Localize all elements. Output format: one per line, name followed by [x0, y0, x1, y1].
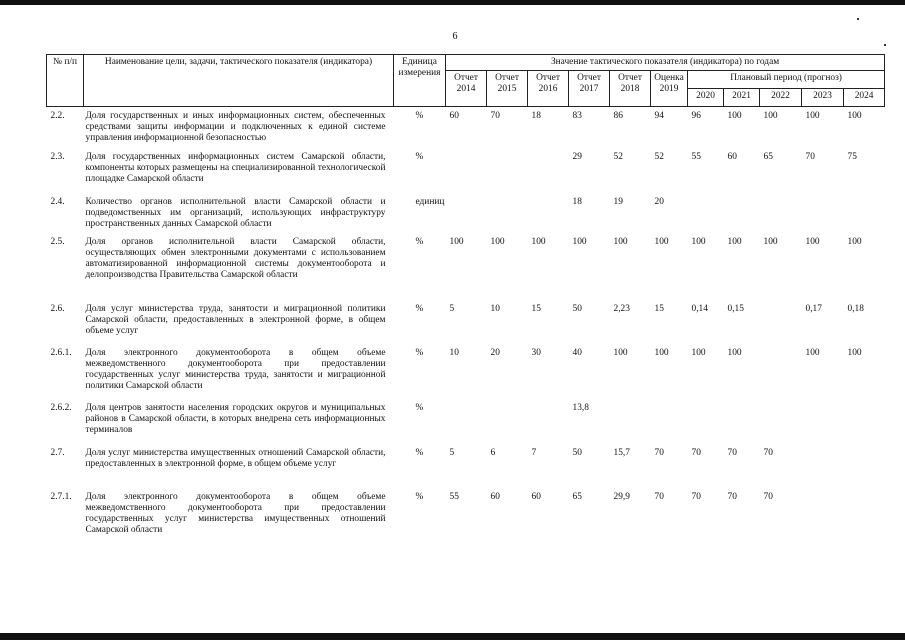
- value-cell: [610, 403, 651, 448]
- header-plan-year: 2022: [760, 89, 802, 107]
- value-cell: 65: [572, 491, 582, 502]
- value-cell: 96: [691, 111, 701, 121]
- value-cell: 100: [847, 111, 862, 121]
- value-cell: 0,18: [847, 303, 864, 314]
- value-cell: 60: [531, 491, 541, 502]
- header-num: № п/п: [47, 55, 84, 107]
- header-values-group: Значение тактического показателя (индикатора) по годам: [446, 55, 885, 71]
- indicator-name: Доля центров занятости населения городских округов и муниципальных районов в Самарской области, в которых внедрена сеть информационных терминалов: [85, 402, 386, 435]
- value-cell: 100: [654, 347, 669, 358]
- value-cell: 5: [449, 447, 455, 458]
- table-row: [47, 107, 885, 152]
- value-cell: [802, 492, 844, 550]
- table-row: [47, 448, 885, 492]
- value-cell: 100: [763, 236, 778, 247]
- table-header: [47, 55, 885, 107]
- value-cell: [844, 197, 885, 237]
- page-number: 6: [452, 31, 458, 42]
- header-name: Наименование цели, задачи, тактического показателя (индикатора): [84, 55, 394, 107]
- header-plan-year: 2024: [844, 89, 885, 107]
- value-cell: [760, 348, 802, 403]
- value-cell: [528, 152, 569, 197]
- value-cell: 15,7: [613, 447, 630, 458]
- value-cell: 19: [613, 196, 623, 207]
- header-planned-group: Плановый период (прогноз): [688, 71, 885, 89]
- value-cell: 70: [654, 447, 664, 458]
- value-cell: 0,14: [691, 303, 708, 314]
- scan-speck: [857, 18, 859, 20]
- unit-cell: %: [415, 236, 424, 247]
- value-cell: 100: [572, 236, 587, 247]
- value-cell: [802, 197, 844, 237]
- value-cell: 15: [531, 303, 541, 314]
- value-cell: 0,15: [727, 303, 744, 314]
- table-row: [47, 492, 885, 550]
- value-cell: 40: [572, 347, 582, 358]
- indicator-name: Доля электронного документооборота в общем объеме межведомственного документооборота при предоставлении государственных услуг министерства имущественных отношений Самарской области: [85, 491, 386, 535]
- value-cell: [802, 448, 844, 492]
- header-year: Отчет 2016: [528, 71, 569, 107]
- value-cell: 100: [805, 236, 820, 247]
- value-cell: 70: [727, 447, 737, 458]
- indicator-name: Доля услуг министерства труда, занятости и миграционной политики Самарской области, предоставленных в электронной форме, в общем объеме услуг: [85, 303, 386, 336]
- value-cell: [760, 304, 802, 348]
- row-number: 2.4.: [50, 196, 65, 207]
- value-cell: 100: [727, 111, 742, 121]
- value-cell: [446, 403, 487, 448]
- value-cell: [760, 403, 802, 448]
- unit-cell: единиц: [415, 196, 445, 207]
- value-cell: [487, 152, 528, 197]
- unit-cell: %: [415, 402, 424, 413]
- value-cell: 100: [727, 347, 742, 358]
- unit-cell: %: [415, 491, 424, 502]
- indicator-name: Доля услуг министерства имущественных отношений Самарской области, предоставленных в электронной форме, в общем объеме услуг: [85, 447, 386, 469]
- value-cell: [724, 403, 760, 448]
- value-cell: 20: [490, 347, 500, 358]
- value-cell: 70: [691, 491, 701, 502]
- header-year: Отчет 2014: [446, 71, 487, 107]
- indicator-name: Доля государственных информационных систем Самарской области, компоненты которых размещены на специализированной технологической площадке Самарской области: [85, 151, 386, 184]
- value-cell: 100: [805, 347, 820, 358]
- value-cell: [651, 403, 688, 448]
- value-cell: 18: [572, 196, 582, 207]
- value-cell: 100: [654, 236, 669, 247]
- row-number: 2.7.: [50, 447, 65, 458]
- header-plan-year: 2021: [724, 89, 760, 107]
- value-cell: [688, 197, 724, 237]
- value-cell: 70: [654, 491, 664, 502]
- scan-speck: [884, 44, 886, 46]
- value-cell: 2,23: [613, 303, 630, 314]
- unit-cell: %: [415, 303, 424, 314]
- header-year: Отчет 2015: [487, 71, 528, 107]
- value-cell: 65: [763, 151, 773, 162]
- unit-cell: %: [415, 151, 424, 162]
- value-cell: 50: [572, 303, 582, 314]
- value-cell: 18: [531, 111, 541, 121]
- value-cell: 52: [654, 151, 664, 162]
- value-cell: 30: [531, 347, 541, 358]
- header-plan-year: 2023: [802, 89, 844, 107]
- header-plan-year: 2020: [688, 89, 724, 107]
- table-body: [47, 107, 885, 550]
- value-cell: 100: [691, 236, 706, 247]
- value-cell: 70: [727, 491, 737, 502]
- unit-cell: %: [415, 347, 424, 358]
- value-cell: 55: [691, 151, 701, 162]
- value-cell: 94: [654, 111, 664, 121]
- indicator-name: Количество органов исполнительной власти Самарской области и подведомственных им организаций, использующих инфраструктуру пространственных данных Самарской области: [85, 196, 386, 229]
- value-cell: 60: [727, 151, 737, 162]
- value-cell: 75: [847, 151, 857, 162]
- value-cell: 70: [490, 111, 500, 121]
- value-cell: 13,8: [572, 402, 589, 413]
- value-cell: [724, 197, 760, 237]
- value-cell: [487, 197, 528, 237]
- value-cell: [446, 197, 487, 237]
- value-cell: 100: [490, 236, 505, 247]
- value-cell: 100: [531, 236, 546, 247]
- value-cell: [844, 492, 885, 550]
- value-cell: 10: [449, 347, 459, 358]
- value-cell: 100: [763, 111, 778, 121]
- value-cell: 6: [490, 447, 496, 458]
- value-cell: 29: [572, 151, 582, 162]
- row-number: 2.2.: [50, 111, 65, 121]
- header-year: Отчет 2017: [569, 71, 610, 107]
- value-cell: [688, 403, 724, 448]
- value-cell: 70: [805, 151, 815, 162]
- table-row: [47, 152, 885, 197]
- value-cell: [528, 197, 569, 237]
- value-cell: 83: [572, 111, 582, 121]
- indicator-name: Доля органов исполнительной власти Самарской области, осуществляющих обмен электронными документами с использованием автоматизированной информационной системы документооборота и делопроизводства Правительства Самарской области: [85, 236, 386, 280]
- value-cell: 100: [847, 236, 862, 247]
- value-cell: 15: [654, 303, 664, 314]
- value-cell: [844, 448, 885, 492]
- value-cell: 20: [654, 196, 664, 207]
- value-cell: [802, 403, 844, 448]
- value-cell: 100: [613, 236, 628, 247]
- value-cell: 55: [449, 491, 459, 502]
- table-row: [47, 348, 885, 403]
- value-cell: 0,17: [805, 303, 822, 314]
- value-cell: 70: [763, 491, 773, 502]
- value-cell: [446, 152, 487, 197]
- indicator-name: Доля государственных и иных информационных систем, обеспеченных средствами защиты информации и подключенных к единой системе управления информационной безопасностью: [85, 111, 386, 143]
- scan-bottom-edge: [0, 633, 905, 640]
- value-cell: 52: [613, 151, 623, 162]
- value-cell: 100: [613, 347, 628, 358]
- value-cell: 100: [727, 236, 742, 247]
- table-row: [47, 197, 885, 237]
- table-row: [47, 403, 885, 448]
- header-year: Оценка 2019: [651, 71, 688, 107]
- row-number: 2.6.2.: [50, 402, 72, 413]
- value-cell: 70: [691, 447, 701, 458]
- header-unit: Единица измерения: [394, 55, 446, 107]
- value-cell: 100: [805, 111, 820, 121]
- row-number: 2.3.: [50, 151, 65, 162]
- indicators-table: [46, 54, 885, 550]
- value-cell: 29,9: [613, 491, 630, 502]
- value-cell: [760, 197, 802, 237]
- row-number: 2.5.: [50, 236, 65, 247]
- value-cell: [528, 403, 569, 448]
- value-cell: 100: [847, 347, 862, 358]
- unit-cell: %: [415, 447, 424, 458]
- value-cell: 100: [691, 347, 706, 358]
- row-number: 2.6.1.: [50, 347, 72, 358]
- row-number: 2.6.: [50, 303, 65, 314]
- scan-top-edge: [0, 0, 905, 5]
- value-cell: 10: [490, 303, 500, 314]
- value-cell: [487, 403, 528, 448]
- value-cell: 7: [531, 447, 537, 458]
- header-year: Отчет 2018: [610, 71, 651, 107]
- value-cell: 60: [449, 111, 459, 121]
- value-cell: 100: [449, 236, 464, 247]
- row-number: 2.7.1.: [50, 491, 72, 502]
- value-cell: 86: [613, 111, 623, 121]
- value-cell: 70: [763, 447, 773, 458]
- indicator-name: Доля электронного документооборота в общем объеме межведомственного документооборота при предоставлении государственных услуг министерства труда, занятости и миграционной политики Самарской области: [85, 347, 386, 391]
- table-row: [47, 304, 885, 348]
- table-row: [47, 237, 885, 304]
- unit-cell: %: [415, 111, 424, 121]
- value-cell: 5: [449, 303, 455, 314]
- value-cell: 60: [490, 491, 500, 502]
- value-cell: [844, 403, 885, 448]
- value-cell: 50: [572, 447, 582, 458]
